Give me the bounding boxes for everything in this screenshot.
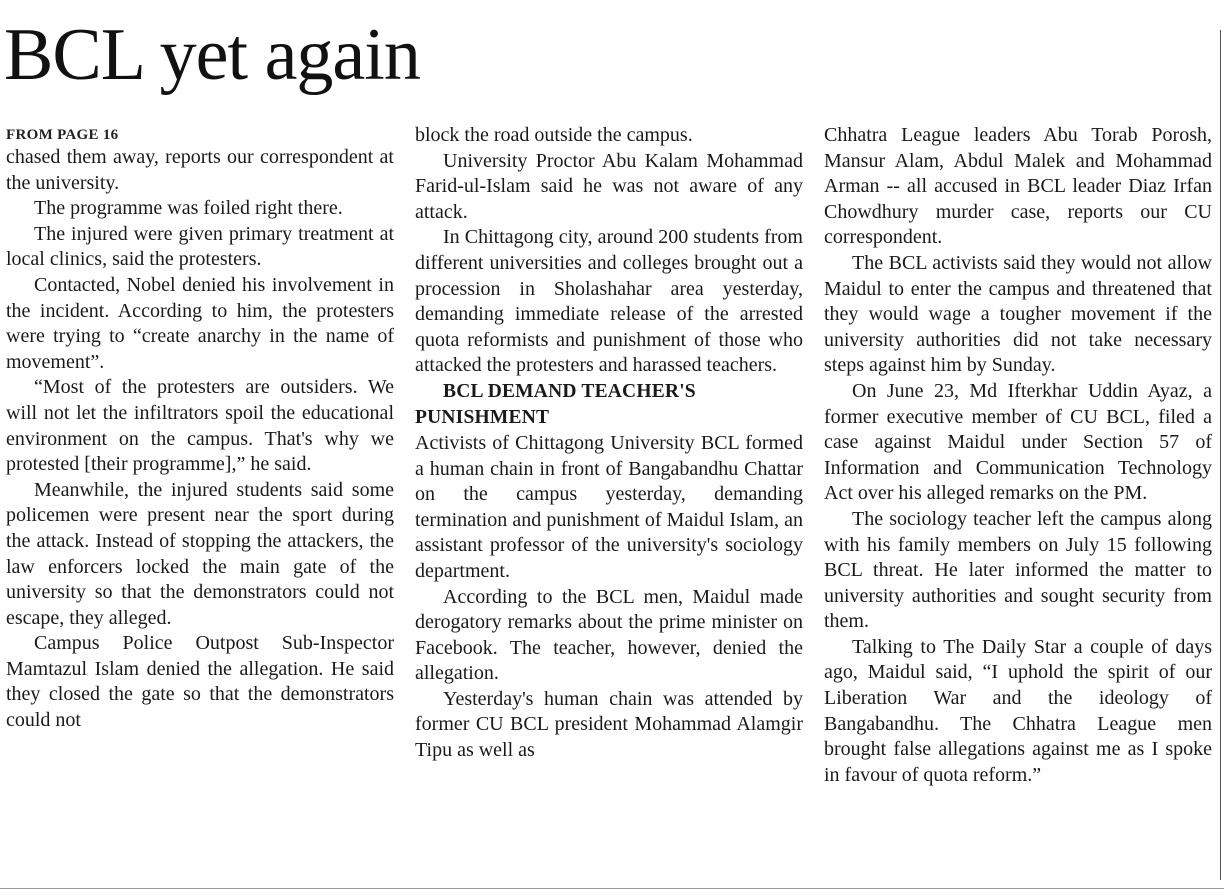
paragraph: Contacted, Nobel denied his involvement in the incident. According to him, the protesters were trying to “create anarchy in the name of movement”. (6, 273, 394, 373)
column-3 (824, 123, 1212, 883)
paragraph: The BCL activists said they would not allow Maidul to enter the campus and threatened that they would wage a tougher movement if the university authorities did not take necessary steps against him by Sunday. (824, 251, 1212, 377)
paragraph: chased them away, reports our correspondent at the university. (6, 146, 394, 194)
paragraph: Campus Police Outpost Sub-Inspector Mamtazul Islam denied the allegation. He said they closed the gate so that the demonstrators could not (6, 632, 394, 732)
paragraph: Chhatra League leaders Abu Torab Porosh, Mansur Alam, Abdul Malek and Mohammad Arman -- all accused in BCL leader Diaz Irfan Chowdhury murder case, reports our CU correspondent. (824, 124, 1212, 249)
subhead: BCL DEMAND TEACHER'S PUNISHMENT (415, 380, 696, 428)
paragraph: block the road outside the campus. (415, 124, 693, 146)
bottom-rule (0, 888, 1224, 889)
column-rule (1220, 30, 1221, 880)
paragraph: The sociology teacher left the campus along with his family members on July 15 following BCL threat. He later informed the matter to university authorities and sought security from them. (824, 507, 1212, 633)
paragraph: On June 23, Md Ifterkhar Uddin Ayaz, a former executive member of CU BCL, filed a case against Maidul under Section 57 of Information and Communication Technology Act over his alleged remarks on the PM. (824, 379, 1212, 505)
paragraph: Meanwhile, the injured students said some policemen were present near the sport during the attack. Instead of stopping the attackers, the law enforcers locked the main gate of the university so that the demonstrators could not escape, they alleged. (6, 478, 394, 629)
paragraph: The injured were given primary treatment at local clinics, said the protesters. (6, 222, 394, 271)
article-body (6, 123, 1212, 883)
paragraph: According to the BCL men, Maidul made derogatory remarks about the prime minister on Facebook. The teacher, however, denied the allegation. (415, 585, 803, 685)
column-2 (415, 123, 803, 883)
paragraph: Yesterday's human chain was attended by former CU BCL president Mohammad Alamgir Tipu as well as (415, 687, 803, 762)
dateline: FROM PAGE 16 (6, 127, 119, 143)
headline: BCL yet again (4, 14, 420, 96)
paragraph: In Chittagong city, around 200 students from different universities and colleges brought out a procession in Sholashahar area yesterday, demanding immediate release of the arrested quota reformists and punishment of those who attacked the protesters and harassed teachers. (415, 226, 803, 377)
paragraph: Talking to The Daily Star a couple of days ago, Maidul said, “I uphold the spirit of our Liberation War and the ideology of Bangabandhu. The Chhatra League men brought false allegations against me as I spoke in favour of quota reform.” (824, 635, 1212, 786)
column-1 (6, 123, 394, 883)
paragraph: The programme was foiled right there. (34, 197, 343, 220)
paragraph: University Proctor Abu Kalam Mohammad Farid-ul-Islam said he was not aware of any attack. (415, 149, 803, 223)
paragraph: “Most of the protesters are outsiders. We will not let the infiltrators spoil the educational environment on the campus. That's why we protested [their programme],” he said. (6, 376, 394, 476)
paragraph: Activists of Chittagong University BCL formed a human chain in front of Bangabandhu Chattar on the campus yesterday, demanding termination and punishment of Maidul Islam, an assistant professor of the university's sociology department. (415, 431, 803, 582)
